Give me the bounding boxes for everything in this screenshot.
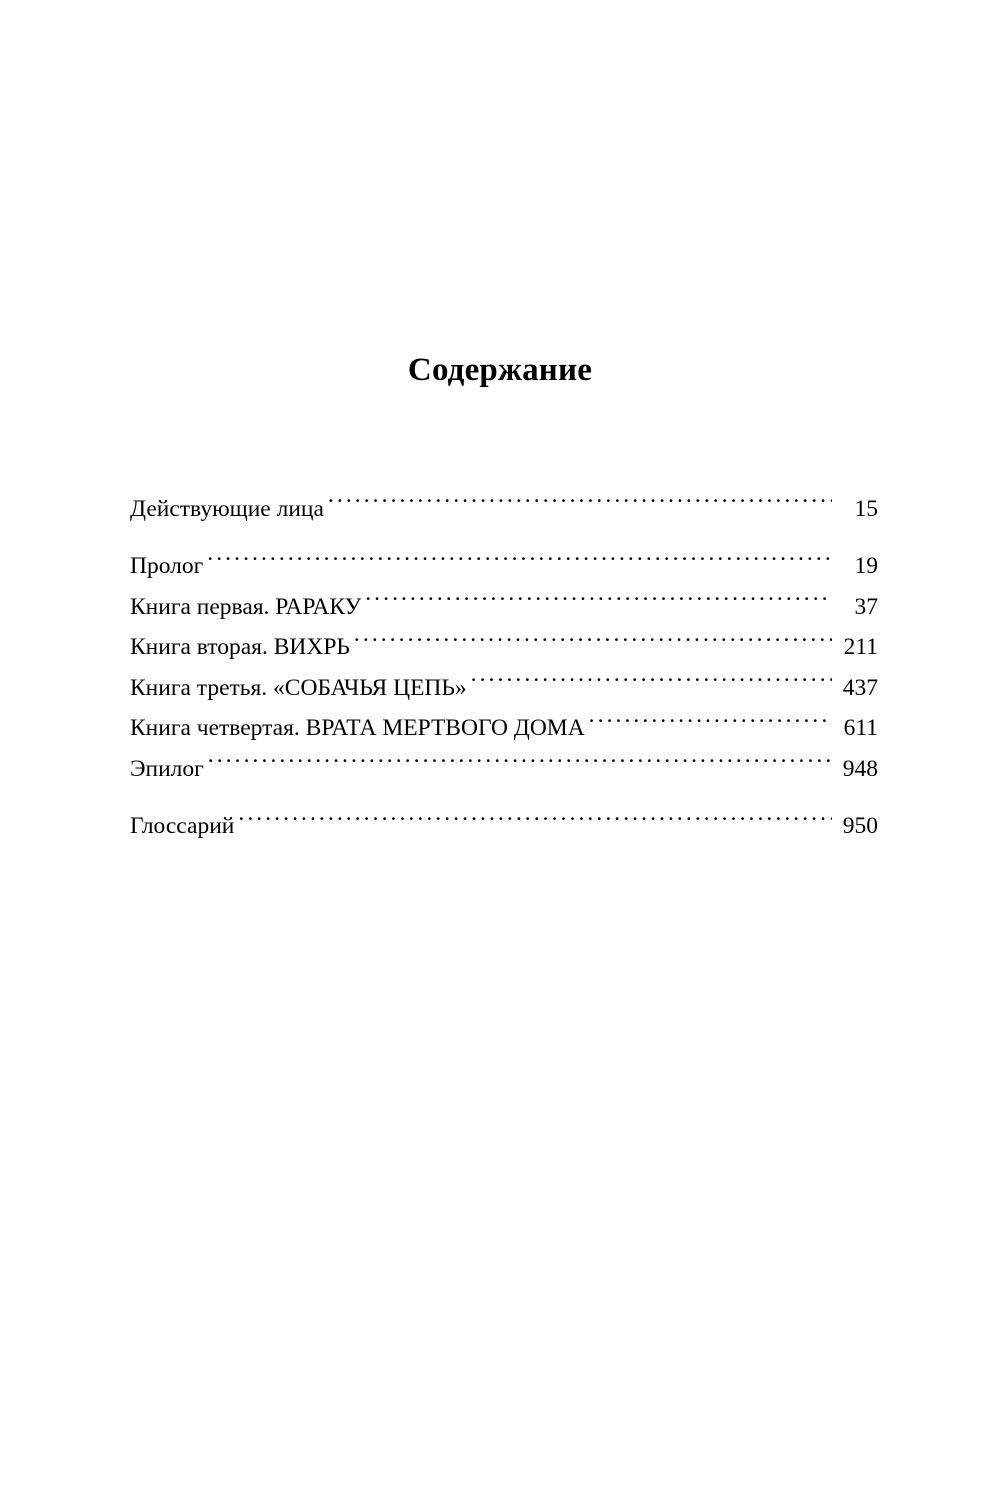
toc-entry-book-one[interactable]	[130, 573, 878, 620]
toc-entry-label: Книга четвертая. ВРАТА МЕРТВОГО ДОМА	[130, 715, 585, 741]
toc-entry-page-number: 211	[843, 634, 878, 660]
toc-entry-label: Книга третья. «СОБАЧЬЯ ЦЕПЬ»	[130, 674, 467, 701]
page-title: Содержание	[407, 352, 593, 388]
toc-entry-epilogue[interactable]	[130, 735, 878, 782]
toc-entry-page-number: 950	[842, 813, 878, 839]
toc-entry-label: Эпилог	[130, 755, 204, 782]
toc-entry-page-number: 37	[854, 593, 878, 620]
dot-leader	[471, 654, 832, 695]
dot-leader	[354, 614, 832, 655]
toc-entry-prologue[interactable]	[130, 533, 878, 579]
toc-entry-page-number: 15	[854, 495, 878, 522]
dot-leader	[328, 475, 832, 516]
toc-entry-label: Книга вторая. ВИХРЬ	[130, 634, 350, 660]
dot-leader	[238, 793, 832, 834]
toc-entry-characters[interactable]	[130, 475, 878, 522]
table-of-contents	[130, 475, 878, 839]
dot-leader	[589, 695, 832, 736]
toc-entry-page-number: 611	[843, 715, 878, 741]
toc-entry-page-number: 19	[854, 553, 878, 579]
toc-entry-label: Глоссарий	[130, 813, 235, 839]
toc-entry-page-number: 437	[842, 674, 878, 701]
dot-leader	[207, 533, 832, 574]
dot-leader	[208, 735, 832, 776]
toc-entry-page-number: 948	[842, 755, 878, 782]
toc-entry-glossary[interactable]	[130, 793, 878, 839]
toc-entry-label: Книга первая. РАРАКУ	[130, 593, 362, 620]
dot-leader	[365, 573, 832, 614]
toc-entry-label: Пролог	[130, 553, 204, 579]
toc-entry-label: Действующие лица	[130, 495, 324, 522]
